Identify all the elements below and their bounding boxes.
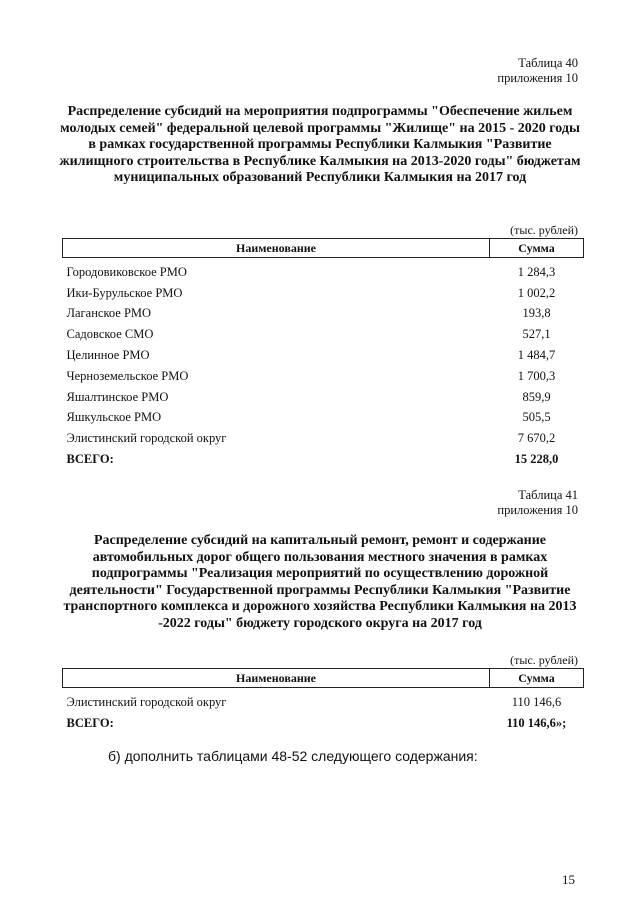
table41-total-row (63, 713, 584, 734)
row-value: 7 670,2 (517, 431, 556, 446)
row-name: Ики-Бурульское РМО (66, 285, 183, 300)
table41-title: Распределение субсидий на капитальный ремонт, ремонт и содержание автомобильных дорог общего пользования местного значения в рамках подпрограммы "Реализация мероприятий по осуществлению дорожной деятельности" Государственной программы Республики Калмыкия "Развитие транспортного комплекса и дорожного хозяйства Республики Калмыкия на 2013 -2022 годы" бюджету городского округа на 2017 год (63, 533, 577, 631)
table-row (63, 304, 584, 325)
table-row (63, 345, 584, 366)
row-value: 1 284,3 (517, 264, 556, 279)
row-value: 859,9 (522, 389, 551, 404)
row-value: 110 146,6 (511, 694, 562, 709)
table-row (63, 366, 584, 387)
table41 (62, 668, 584, 734)
row-name: Элистинский городской округ (66, 694, 227, 709)
row-name: Черноземельское РМО (66, 368, 189, 383)
table-row (63, 324, 584, 345)
row-name: Садовское СМО (66, 327, 154, 342)
page-number: 15 (562, 872, 575, 887)
table-row (63, 408, 584, 429)
total-value: 15 228,0 (514, 452, 559, 467)
table41-ref-line2: приложения 10 (497, 503, 578, 517)
row-value: 1 484,7 (517, 348, 556, 363)
table-row (63, 692, 584, 713)
table41-ref-line1: Таблица 41 (518, 488, 578, 502)
row-value: 505,5 (522, 410, 551, 425)
table40-header-row (63, 239, 584, 258)
row-value: 193,8 (522, 306, 551, 321)
row-name: Элистинский городской округ (66, 431, 227, 446)
row-name: Яшкульское РМО (66, 410, 162, 425)
table41-units: (тыс. рублей) (510, 653, 578, 667)
table-row (63, 387, 584, 408)
table-row (63, 283, 584, 304)
table-row (63, 428, 584, 449)
table40-col-name: Наименование (63, 239, 490, 258)
row-value: 1 700,3 (517, 368, 556, 383)
table40-ref-line1: Таблица 40 (518, 56, 578, 70)
table40-reference (497, 56, 578, 86)
table-row (63, 262, 584, 283)
total-label: ВСЕГО: (66, 452, 114, 467)
table40-total-row (63, 449, 584, 470)
table40-title: Распределение субсидий на мероприятия подпрограммы "Обеспечение жильем молодых семей" федеральной целевой программы "Жилище" на 2015 - 2020 годы в рамках государственной программы Республики Калмыкия "Развитие жилищного строительства в Республике Калмыкия на 2013-2020 годы" бюджетам муниципальных образований Республики Калмыкия на 2017 год (59, 104, 581, 185)
amendment-paragraph: б) дополнить таблицами 48-52 следующего содержания: (108, 748, 478, 764)
total-value: 110 146,6»; (506, 715, 567, 730)
table40 (62, 238, 584, 470)
total-label: ВСЕГО: (66, 715, 114, 730)
table40-ref-line2: приложения 10 (497, 71, 578, 85)
row-name: Яшалтинское РМО (66, 389, 169, 404)
row-name: Городовиковское РМО (66, 264, 187, 279)
table41-col-sum: Сумма (490, 669, 584, 688)
row-name: Лаганское РМО (66, 306, 152, 321)
table41-header-row (63, 669, 584, 688)
row-value: 527,1 (522, 327, 551, 342)
table40-units: (тыс. рублей) (510, 223, 578, 237)
table40-col-sum: Сумма (490, 239, 584, 258)
table41-reference (497, 488, 578, 518)
row-name: Целинное РМО (66, 348, 150, 363)
row-value: 1 002,2 (517, 285, 556, 300)
table41-col-name: Наименование (63, 669, 490, 688)
